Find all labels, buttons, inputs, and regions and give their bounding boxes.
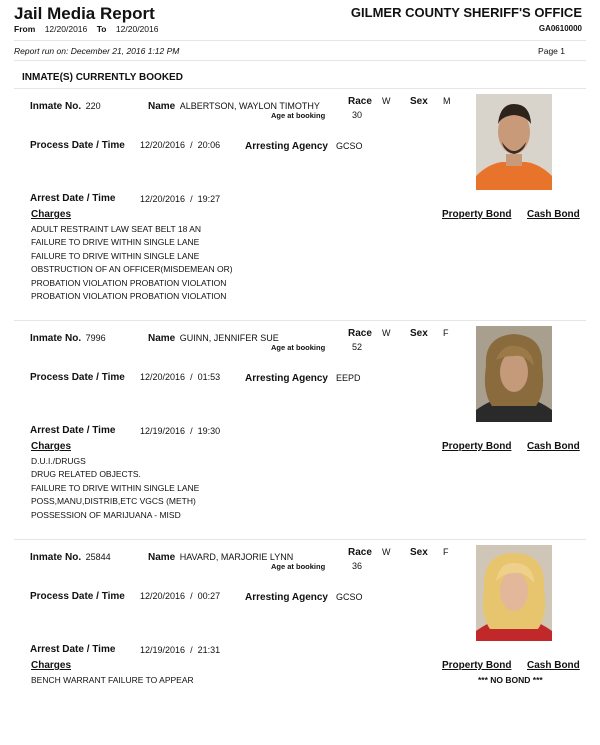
arrest-time: 19:27 [197,194,221,204]
cash-bond-heading: Cash Bond [527,660,580,671]
from-label: From [14,24,36,34]
sex-value: F [443,547,449,557]
age-value: 30 [352,110,363,120]
arrest-value [140,426,220,436]
arresting-label: Arresting Agency [245,592,328,603]
cash-bond-heading: Cash Bond [527,441,580,452]
sex-value: M [443,96,451,106]
charge-list [31,223,233,303]
agency-value: EEPD [336,373,361,383]
cash-bond-heading: Cash Bond [527,209,580,220]
agency-value: GCSO [336,141,363,151]
arrest-separator: / [190,194,193,204]
process-separator: / [190,372,193,382]
charges-heading: Charges [31,441,72,452]
race-value: W [382,547,391,557]
sex-label: Sex [410,96,428,107]
process-separator: / [190,140,193,150]
arrest-date: 12/19/2016 [140,426,186,436]
age-value: 52 [352,342,363,352]
charge-item: DRUG RELATED OBJECTS. [31,469,141,480]
to-date: 12/20/2016 [115,24,159,34]
mugshot-photo [476,326,552,422]
arrest-separator: / [190,645,193,655]
to-label: To [96,24,107,34]
charge-item: BENCH WARRANT FAILURE TO APPEAR [31,675,194,685]
charge-item: POSSESSION OF MARIJUANA - MISD [31,509,181,520]
inmate-no-value: 7996 [85,333,106,343]
process-label: Process Date / Time [30,372,125,383]
property-bond-heading: Property Bond [442,441,512,452]
sex-label: Sex [410,547,428,558]
agency-code: GA0610000 [538,24,582,33]
process-date: 12/20/2016 [140,140,186,150]
arrest-time: 19:30 [197,426,221,436]
section-title: INMATE(S) CURRENTLY BOOKED [22,72,183,83]
charge-item: ADULT RESTRAINT LAW SEAT BELT 18 AN [31,224,202,234]
inmate-no-value: 220 [85,101,101,111]
no-bond-note: *** NO BOND *** [478,675,543,685]
charge-item: PROBATION VIOLATION PROBATION VIOLATION [31,291,227,302]
race-label: Race [348,328,372,339]
from-date: 12/20/2016 [44,24,88,34]
divider [14,88,586,89]
process-time: 00:27 [197,591,221,601]
process-time: 01:53 [197,372,221,382]
charge-list [31,674,194,687]
date-range [14,24,158,34]
race-label: Race [348,96,372,107]
charge-item: PROBATION VIOLATION PROBATION VIOLATION [31,277,227,288]
arrest-separator: / [190,426,193,436]
divider [14,40,586,41]
divider [14,539,586,540]
charge-list [31,455,199,522]
arrest-date: 12/19/2016 [140,645,186,655]
process-time: 20:06 [197,140,221,150]
office-name: GILMER COUNTY SHERIFF'S OFFICE [350,5,582,20]
name-value: ALBERTSON, WAYLON TIMOTHY [179,101,320,111]
divider [14,320,586,321]
arrest-label: Arrest Date / Time [30,425,116,436]
age-label: Age at booking [271,562,326,571]
inmate-no-value: 25844 [85,552,111,562]
name-value: HAVARD, MARJORIE LYNN [179,552,294,562]
age-label: Age at booking [271,111,326,120]
arrest-label: Arrest Date / Time [30,193,116,204]
arrest-label: Arrest Date / Time [30,644,116,655]
process-value [140,372,220,382]
age-value: 36 [352,561,363,571]
mugshot-photo [476,545,552,641]
process-separator: / [190,591,193,601]
arrest-time: 21:31 [197,645,221,655]
race-value: W [382,328,391,338]
process-date: 12/20/2016 [140,591,186,601]
name-value: GUINN, JENNIFER SUE [179,333,279,343]
agency-value: GCSO [336,592,363,602]
inmate-no-label: Inmate No. [30,552,82,563]
arrest-date: 12/20/2016 [140,194,186,204]
arresting-label: Arresting Agency [245,141,328,152]
charges-heading: Charges [31,209,72,220]
process-date: 12/20/2016 [140,372,186,382]
name-label: Name [148,552,176,563]
run-on-text: Report run on: December 21, 2016 1:12 PM [14,46,180,56]
inmate-no-label: Inmate No. [30,101,82,112]
mugshot-photo [476,94,552,190]
race-label: Race [348,547,372,558]
arrest-value [140,194,220,204]
arresting-label: Arresting Agency [245,373,328,384]
process-value [140,591,220,601]
charge-item: POSS,MANU,DISTRIB,ETC VGCS (METH) [31,496,196,507]
inmate-no-label: Inmate No. [30,333,82,344]
name-label: Name [148,333,176,344]
sex-label: Sex [410,328,428,339]
property-bond-heading: Property Bond [442,660,512,671]
sex-value: F [443,328,449,338]
charge-item: FAILURE TO DRIVE WITHIN SINGLE LANE [31,250,200,261]
process-value [140,140,220,150]
charges-heading: Charges [31,660,72,671]
charge-item: FAILURE TO DRIVE WITHIN SINGLE LANE [31,482,200,493]
charge-item: FAILURE TO DRIVE WITHIN SINGLE LANE [31,237,200,248]
divider [14,60,586,61]
race-value: W [382,96,391,106]
page-number: Page 1 [538,46,565,56]
process-label: Process Date / Time [30,591,125,602]
name-label: Name [148,101,176,112]
process-label: Process Date / Time [30,140,125,151]
property-bond-heading: Property Bond [442,209,512,220]
age-label: Age at booking [271,343,326,352]
report-title: Jail Media Report [14,4,155,23]
charge-item: D.U.I./DRUGS [31,456,86,466]
charge-item: OBSTRUCTION OF AN OFFICER(MISDEMEAN OR) [31,264,233,275]
arrest-value [140,645,220,655]
